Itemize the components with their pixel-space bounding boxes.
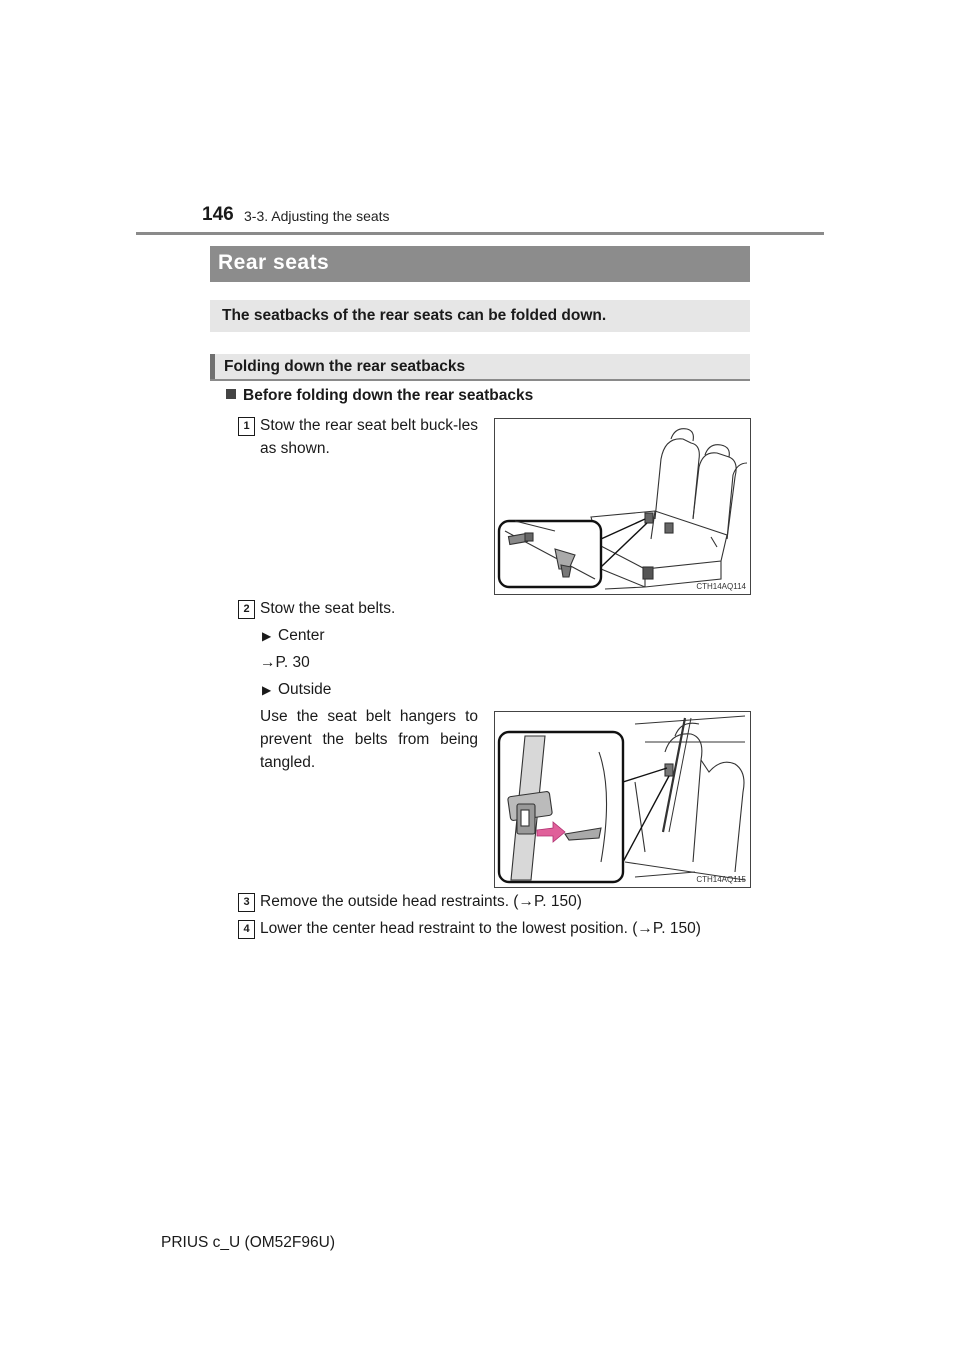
figure-seat-belt-hangers	[494, 711, 751, 888]
center-ref: →P. 30	[260, 654, 310, 671]
step-4-text: Lower the center head restraint to the lowest position. (→P. 150)	[260, 920, 701, 937]
intro-text: The seatbacks of the rear seats can be folded down.	[222, 307, 607, 324]
step-number-3: 3	[238, 893, 255, 912]
outside-label: Outside	[278, 681, 332, 698]
subsection-bar	[210, 354, 750, 381]
intro-box	[210, 300, 750, 332]
title-bar	[210, 246, 750, 282]
rear-seat-illustration	[495, 419, 750, 594]
page-number: 146	[202, 204, 234, 225]
step-2-text: Stow the seat belts.	[260, 600, 396, 617]
subsection-accent	[210, 354, 215, 379]
subsection-title: Folding down the rear seatbacks	[224, 358, 466, 375]
bullet-heading-text: Before folding down the rear seatbacks	[243, 387, 534, 404]
outside-item	[262, 678, 331, 702]
center-label: Center	[278, 627, 325, 644]
seat-belt-hanger-illustration	[495, 712, 750, 887]
figure-code: CTH14AQ114	[696, 582, 746, 591]
figure-rear-seat-buckles	[494, 418, 751, 595]
footer-model-code: PRIUS c_U (OM52F96U)	[161, 1234, 335, 1251]
section-heading: 3-3. Adjusting the seats	[244, 208, 390, 224]
center-item	[262, 624, 325, 648]
figure-code: CTH14AQ115	[696, 875, 746, 884]
step-number-4: 4	[238, 920, 255, 939]
step-number-2: 2	[238, 600, 255, 619]
square-bullet-icon	[226, 389, 236, 399]
triangle-right-icon: ▶	[262, 683, 272, 697]
step-1-text: Stow the rear seat belt buck-les as shown.	[260, 417, 478, 457]
outside-text: Use the seat belt hangers to prevent the belts from being tangled.	[260, 708, 478, 771]
triangle-right-icon: ▶	[262, 629, 272, 643]
step-3-text: Remove the outside head restraints. (→P. 150)	[260, 893, 582, 910]
bullet-heading	[226, 387, 533, 405]
page-title: Rear seats	[218, 251, 330, 274]
header-rule	[136, 232, 824, 235]
step-number-1: 1	[238, 417, 255, 436]
